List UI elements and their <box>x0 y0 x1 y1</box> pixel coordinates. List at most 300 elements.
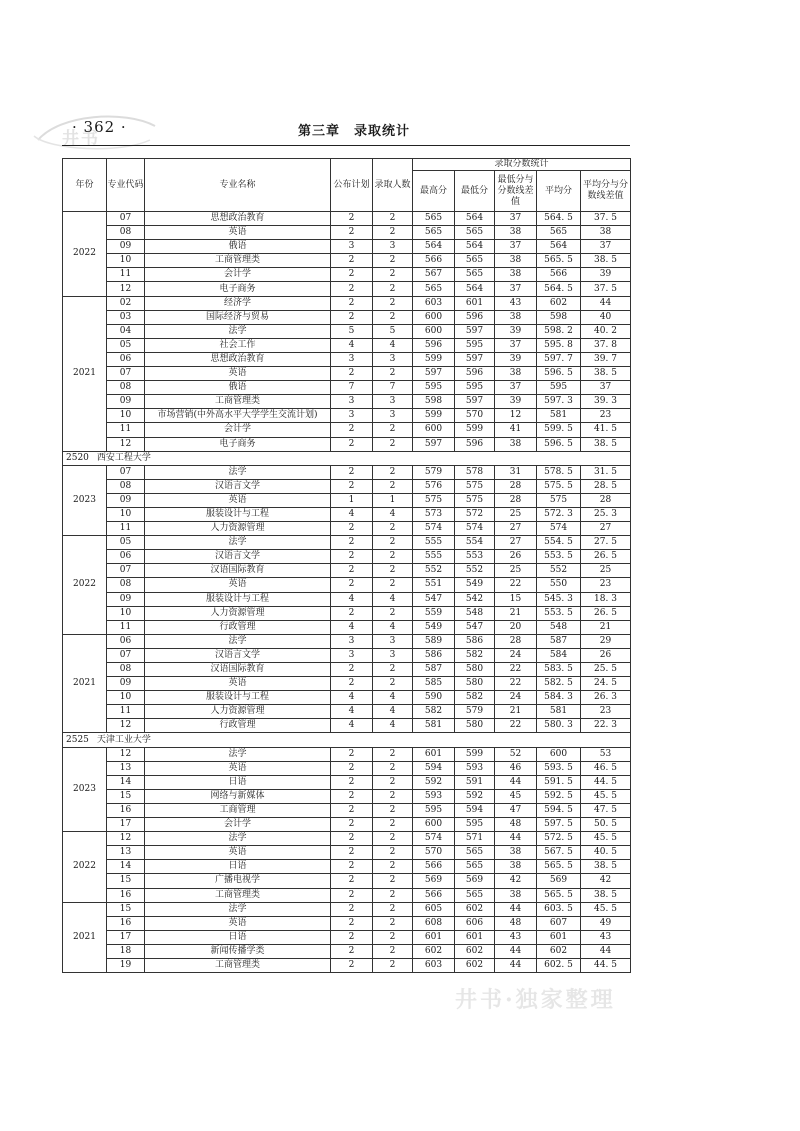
code-cell: 12 <box>107 747 145 761</box>
admitted-cell: 2 <box>373 803 413 817</box>
planned-cell: 2 <box>331 803 373 817</box>
school-code: 2525 <box>66 734 89 745</box>
avg-cell: 603. 5 <box>537 902 581 916</box>
min-cell: 564 <box>455 212 495 226</box>
min-diff-cell: 43 <box>495 296 537 310</box>
min-cell: 596 <box>455 437 495 451</box>
code-cell: 15 <box>107 902 145 916</box>
admitted-cell: 2 <box>373 564 413 578</box>
table-row <box>63 296 631 310</box>
avg-cell: 552 <box>537 564 581 578</box>
min-cell: 592 <box>455 789 495 803</box>
planned-cell: 2 <box>331 564 373 578</box>
max-cell: 601 <box>413 747 455 761</box>
planned-cell: 2 <box>331 902 373 916</box>
avg-cell: 581 <box>537 705 581 719</box>
avg-diff-cell: 37. 8 <box>581 338 631 352</box>
admitted-cell: 2 <box>373 254 413 268</box>
min-diff-cell: 24 <box>495 648 537 662</box>
admitted-cell: 2 <box>373 775 413 789</box>
table-row <box>63 268 631 282</box>
admitted-cell: 2 <box>373 479 413 493</box>
admitted-cell: 2 <box>373 818 413 832</box>
min-cell: 565 <box>455 254 495 268</box>
min-cell: 574 <box>455 522 495 536</box>
max-cell: 603 <box>413 958 455 972</box>
avg-cell: 600 <box>537 747 581 761</box>
code-cell: 13 <box>107 846 145 860</box>
planned-cell: 4 <box>331 705 373 719</box>
min-diff-cell: 37 <box>495 338 537 352</box>
admitted-cell: 4 <box>373 691 413 705</box>
planned-cell: 2 <box>331 789 373 803</box>
major-cell: 汉语言文学 <box>145 648 331 662</box>
min-cell: 569 <box>455 874 495 888</box>
code-cell: 11 <box>107 522 145 536</box>
avg-diff-cell: 45. 5 <box>581 789 631 803</box>
max-cell: 564 <box>413 240 455 254</box>
max-cell: 566 <box>413 254 455 268</box>
max-cell: 597 <box>413 437 455 451</box>
school-name: 西安工程大学 <box>96 452 151 463</box>
school-header-row <box>63 733 631 747</box>
code-cell: 17 <box>107 818 145 832</box>
avg-diff-cell: 45. 5 <box>581 902 631 916</box>
code-cell: 09 <box>107 493 145 507</box>
min-cell: 552 <box>455 564 495 578</box>
admitted-cell: 2 <box>373 761 413 775</box>
major-cell: 工商管理类 <box>145 958 331 972</box>
min-cell: 582 <box>455 691 495 705</box>
table-row <box>63 212 631 226</box>
table-row <box>63 860 631 874</box>
min-cell: 580 <box>455 677 495 691</box>
avg-diff-cell: 18. 3 <box>581 592 631 606</box>
header-score-group: 录取分数统计 <box>413 159 631 171</box>
avg-cell: 587 <box>537 634 581 648</box>
code-cell: 13 <box>107 761 145 775</box>
code-cell: 14 <box>107 775 145 789</box>
avg-diff-cell: 28. 5 <box>581 479 631 493</box>
code-cell: 11 <box>107 423 145 437</box>
max-cell: 589 <box>413 634 455 648</box>
max-cell: 608 <box>413 916 455 930</box>
planned-cell: 2 <box>331 761 373 775</box>
planned-cell: 4 <box>331 620 373 634</box>
min-diff-cell: 21 <box>495 705 537 719</box>
min-diff-cell: 31 <box>495 465 537 479</box>
avg-diff-cell: 44. 5 <box>581 958 631 972</box>
planned-cell: 2 <box>331 310 373 324</box>
max-cell: 600 <box>413 324 455 338</box>
max-cell: 559 <box>413 606 455 620</box>
table-row <box>63 648 631 662</box>
admitted-cell: 3 <box>373 409 413 423</box>
code-cell: 16 <box>107 888 145 902</box>
avg-diff-cell: 25. 5 <box>581 663 631 677</box>
code-cell: 02 <box>107 296 145 310</box>
major-cell: 行政管理 <box>145 620 331 634</box>
planned-cell: 2 <box>331 874 373 888</box>
admitted-cell: 3 <box>373 648 413 662</box>
min-cell: 549 <box>455 578 495 592</box>
admitted-cell: 3 <box>373 634 413 648</box>
min-diff-cell: 44 <box>495 902 537 916</box>
major-cell: 工商管理类 <box>145 395 331 409</box>
max-cell: 590 <box>413 691 455 705</box>
major-cell: 汉语国际教育 <box>145 564 331 578</box>
min-cell: 582 <box>455 648 495 662</box>
min-diff-cell: 44 <box>495 944 537 958</box>
code-cell: 09 <box>107 395 145 409</box>
min-diff-cell: 25 <box>495 564 537 578</box>
avg-diff-cell: 22. 3 <box>581 719 631 733</box>
min-cell: 595 <box>455 381 495 395</box>
min-diff-cell: 37 <box>495 212 537 226</box>
avg-diff-cell: 38 <box>581 226 631 240</box>
min-diff-cell: 46 <box>495 761 537 775</box>
avg-cell: 596. 5 <box>537 437 581 451</box>
header-code: 专业代码 <box>107 159 145 212</box>
avg-cell: 574 <box>537 522 581 536</box>
max-cell: 605 <box>413 902 455 916</box>
planned-cell: 3 <box>331 648 373 662</box>
avg-cell: 550 <box>537 578 581 592</box>
min-diff-cell: 15 <box>495 592 537 606</box>
table-row <box>63 705 631 719</box>
max-cell: 599 <box>413 352 455 366</box>
avg-diff-cell: 53 <box>581 747 631 761</box>
major-cell: 经济学 <box>145 296 331 310</box>
code-cell: 05 <box>107 536 145 550</box>
table-row <box>63 958 631 972</box>
max-cell: 569 <box>413 874 455 888</box>
min-cell: 548 <box>455 606 495 620</box>
planned-cell: 4 <box>331 719 373 733</box>
planned-cell: 2 <box>331 254 373 268</box>
admitted-cell: 2 <box>373 832 413 846</box>
school-code: 2520 <box>66 452 89 463</box>
planned-cell: 2 <box>331 930 373 944</box>
max-cell: 573 <box>413 507 455 521</box>
avg-cell: 572. 5 <box>537 832 581 846</box>
logo-text: 井书 <box>62 129 100 149</box>
code-cell: 16 <box>107 916 145 930</box>
admitted-cell: 2 <box>373 550 413 564</box>
max-cell: 596 <box>413 338 455 352</box>
table-row <box>63 592 631 606</box>
max-cell: 547 <box>413 592 455 606</box>
admitted-cell: 2 <box>373 747 413 761</box>
min-cell: 596 <box>455 310 495 324</box>
major-cell: 法学 <box>145 536 331 550</box>
avg-cell: 564. 5 <box>537 282 581 296</box>
table-row <box>63 677 631 691</box>
min-cell: 602 <box>455 944 495 958</box>
admitted-cell: 3 <box>373 352 413 366</box>
avg-diff-cell: 44 <box>581 944 631 958</box>
max-cell: 601 <box>413 930 455 944</box>
min-diff-cell: 38 <box>495 860 537 874</box>
year-cell: 2021 <box>63 634 107 733</box>
year-cell: 2021 <box>63 902 107 972</box>
admitted-cell: 3 <box>373 240 413 254</box>
header-major: 专业名称 <box>145 159 331 212</box>
min-diff-cell: 28 <box>495 634 537 648</box>
major-cell: 英语 <box>145 578 331 592</box>
min-diff-cell: 21 <box>495 606 537 620</box>
major-cell: 工商管理类 <box>145 888 331 902</box>
min-diff-cell: 38 <box>495 437 537 451</box>
table-row <box>63 606 631 620</box>
admitted-cell: 2 <box>373 212 413 226</box>
code-cell: 19 <box>107 958 145 972</box>
planned-cell: 2 <box>331 282 373 296</box>
avg-cell: 602 <box>537 296 581 310</box>
avg-diff-cell: 40. 2 <box>581 324 631 338</box>
code-cell: 11 <box>107 705 145 719</box>
major-cell: 日语 <box>145 860 331 874</box>
major-cell: 俄语 <box>145 381 331 395</box>
admitted-cell: 2 <box>373 606 413 620</box>
planned-cell: 2 <box>331 296 373 310</box>
planned-cell: 2 <box>331 775 373 789</box>
planned-cell: 4 <box>331 691 373 705</box>
min-diff-cell: 20 <box>495 620 537 634</box>
min-diff-cell: 39 <box>495 395 537 409</box>
min-diff-cell: 39 <box>495 324 537 338</box>
avg-diff-cell: 25. 3 <box>581 507 631 521</box>
table-row <box>63 536 631 550</box>
max-cell: 600 <box>413 310 455 324</box>
code-cell: 08 <box>107 381 145 395</box>
table-row <box>63 818 631 832</box>
min-cell: 580 <box>455 719 495 733</box>
year-cell: 2021 <box>63 296 107 451</box>
major-cell: 法学 <box>145 324 331 338</box>
school-header-row <box>63 451 631 465</box>
avg-diff-cell: 23 <box>581 409 631 423</box>
admitted-cell: 2 <box>373 663 413 677</box>
avg-cell: 596. 5 <box>537 367 581 381</box>
code-cell: 08 <box>107 479 145 493</box>
planned-cell: 2 <box>331 916 373 930</box>
avg-cell: 575. 5 <box>537 479 581 493</box>
avg-cell: 601 <box>537 930 581 944</box>
major-cell: 市场营销(中外高水平大学学生交流计划) <box>145 409 331 423</box>
major-cell: 服装设计与工程 <box>145 691 331 705</box>
header-rule <box>62 145 630 146</box>
planned-cell: 2 <box>331 367 373 381</box>
max-cell: 574 <box>413 832 455 846</box>
avg-cell: 595. 8 <box>537 338 581 352</box>
avg-diff-cell: 50. 5 <box>581 818 631 832</box>
admitted-cell: 4 <box>373 705 413 719</box>
table-row <box>63 902 631 916</box>
max-cell: 566 <box>413 888 455 902</box>
major-cell: 英语 <box>145 761 331 775</box>
avg-cell: 598 <box>537 310 581 324</box>
max-cell: 570 <box>413 846 455 860</box>
table-row <box>63 803 631 817</box>
code-cell: 15 <box>107 874 145 888</box>
planned-cell: 4 <box>331 507 373 521</box>
planned-cell: 2 <box>331 747 373 761</box>
admitted-cell: 2 <box>373 536 413 550</box>
avg-diff-cell: 26 <box>581 648 631 662</box>
min-diff-cell: 28 <box>495 493 537 507</box>
max-cell: 586 <box>413 648 455 662</box>
min-diff-cell: 52 <box>495 747 537 761</box>
admitted-cell: 2 <box>373 677 413 691</box>
year-cell: 2023 <box>63 747 107 832</box>
avg-cell: 564 <box>537 240 581 254</box>
code-cell: 04 <box>107 324 145 338</box>
planned-cell: 2 <box>331 888 373 902</box>
min-cell: 565 <box>455 846 495 860</box>
min-diff-cell: 44 <box>495 832 537 846</box>
admitted-cell: 2 <box>373 268 413 282</box>
admitted-cell: 2 <box>373 226 413 240</box>
avg-diff-cell: 37 <box>581 240 631 254</box>
table-row <box>63 381 631 395</box>
min-diff-cell: 38 <box>495 226 537 240</box>
avg-cell: 581 <box>537 409 581 423</box>
max-cell: 603 <box>413 296 455 310</box>
avg-diff-cell: 44. 5 <box>581 775 631 789</box>
min-diff-cell: 28 <box>495 479 537 493</box>
major-cell: 会计学 <box>145 423 331 437</box>
major-cell: 网络与新媒体 <box>145 789 331 803</box>
max-cell: 552 <box>413 564 455 578</box>
planned-cell: 4 <box>331 592 373 606</box>
min-diff-cell: 38 <box>495 888 537 902</box>
major-cell: 新闻传播学类 <box>145 944 331 958</box>
major-cell: 英语 <box>145 226 331 240</box>
max-cell: 600 <box>413 423 455 437</box>
code-cell: 03 <box>107 310 145 324</box>
avg-cell: 578. 5 <box>537 465 581 479</box>
planned-cell: 2 <box>331 818 373 832</box>
code-cell: 10 <box>107 507 145 521</box>
min-cell: 601 <box>455 296 495 310</box>
min-cell: 599 <box>455 747 495 761</box>
code-cell: 09 <box>107 240 145 254</box>
planned-cell: 2 <box>331 226 373 240</box>
admitted-cell: 4 <box>373 507 413 521</box>
avg-diff-cell: 23 <box>581 578 631 592</box>
major-cell: 国际经济与贸易 <box>145 310 331 324</box>
table-row <box>63 634 631 648</box>
min-diff-cell: 27 <box>495 522 537 536</box>
table-row <box>63 663 631 677</box>
table-row <box>63 282 631 296</box>
avg-diff-cell: 39 <box>581 268 631 282</box>
planned-cell: 2 <box>331 536 373 550</box>
code-cell: 12 <box>107 719 145 733</box>
avg-cell: 602. 5 <box>537 958 581 972</box>
table-row <box>63 423 631 437</box>
avg-diff-cell: 41. 5 <box>581 423 631 437</box>
max-cell: 595 <box>413 803 455 817</box>
year-cell: 2022 <box>63 536 107 635</box>
major-cell: 日语 <box>145 775 331 789</box>
min-cell: 606 <box>455 916 495 930</box>
planned-cell: 2 <box>331 860 373 874</box>
min-cell: 542 <box>455 592 495 606</box>
code-cell: 12 <box>107 437 145 451</box>
min-diff-cell: 39 <box>495 352 537 366</box>
min-diff-cell: 26 <box>495 550 537 564</box>
min-diff-cell: 25 <box>495 507 537 521</box>
avg-cell: 545. 3 <box>537 592 581 606</box>
school-name: 天津工业大学 <box>96 734 151 745</box>
min-cell: 565 <box>455 860 495 874</box>
min-diff-cell: 38 <box>495 254 537 268</box>
max-cell: 565 <box>413 282 455 296</box>
planned-cell: 2 <box>331 944 373 958</box>
planned-cell: 7 <box>331 381 373 395</box>
code-cell: 10 <box>107 606 145 620</box>
year-cell: 2022 <box>63 832 107 902</box>
table-row <box>63 719 631 733</box>
table-row <box>63 324 631 338</box>
code-cell: 07 <box>107 564 145 578</box>
admitted-cell: 2 <box>373 423 413 437</box>
min-diff-cell: 22 <box>495 677 537 691</box>
year-cell: 2023 <box>63 465 107 535</box>
admitted-cell: 2 <box>373 465 413 479</box>
planned-cell: 2 <box>331 212 373 226</box>
min-cell: 578 <box>455 465 495 479</box>
planned-cell: 3 <box>331 352 373 366</box>
planned-cell: 2 <box>331 606 373 620</box>
major-cell: 人力资源管理 <box>145 606 331 620</box>
header-year: 年份 <box>63 159 107 212</box>
avg-diff-cell: 37. 5 <box>581 212 631 226</box>
max-cell: 597 <box>413 367 455 381</box>
page-number: · 362 · <box>72 118 127 136</box>
code-cell: 15 <box>107 789 145 803</box>
max-cell: 600 <box>413 818 455 832</box>
admitted-cell: 2 <box>373 296 413 310</box>
avg-cell: 565. 5 <box>537 888 581 902</box>
avg-diff-cell: 40. 5 <box>581 846 631 860</box>
planned-cell: 2 <box>331 268 373 282</box>
table-row <box>63 479 631 493</box>
admitted-cell: 4 <box>373 592 413 606</box>
planned-cell: 2 <box>331 437 373 451</box>
admitted-cell: 1 <box>373 493 413 507</box>
avg-diff-cell: 26. 5 <box>581 550 631 564</box>
avg-diff-cell: 24. 5 <box>581 677 631 691</box>
planned-cell: 3 <box>331 240 373 254</box>
min-diff-cell: 22 <box>495 578 537 592</box>
major-cell: 工商管理 <box>145 803 331 817</box>
code-cell: 18 <box>107 944 145 958</box>
max-cell: 587 <box>413 663 455 677</box>
max-cell: 549 <box>413 620 455 634</box>
code-cell: 07 <box>107 465 145 479</box>
avg-diff-cell: 31. 5 <box>581 465 631 479</box>
table-row <box>63 832 631 846</box>
table-row <box>63 564 631 578</box>
avg-diff-cell: 21 <box>581 620 631 634</box>
header-avg-diff: 平均分与分数线差值 <box>581 171 631 212</box>
admitted-cell: 2 <box>373 789 413 803</box>
table-row <box>63 888 631 902</box>
min-diff-cell: 38 <box>495 310 537 324</box>
